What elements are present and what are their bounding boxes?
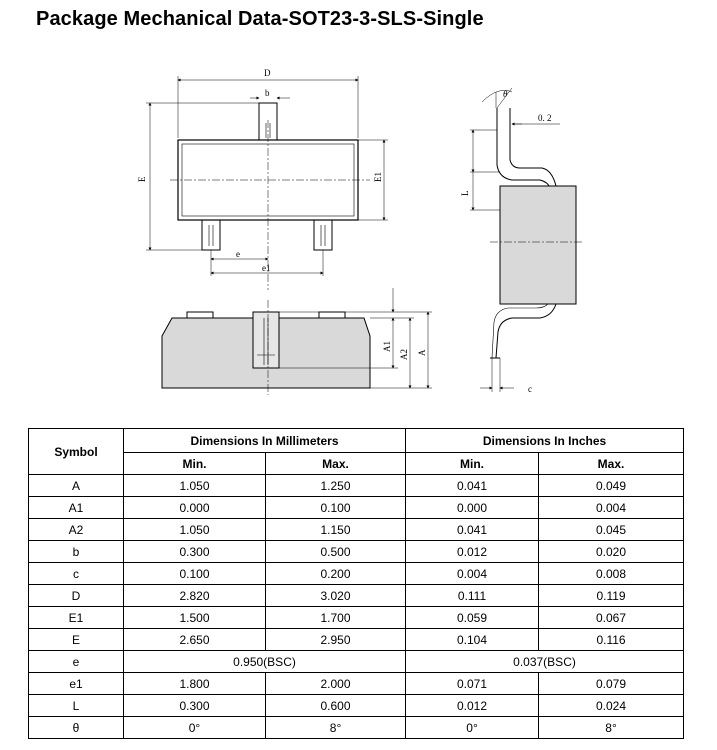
cell-in-max: 0.116 [539, 629, 684, 651]
label-theta: θ [503, 89, 508, 99]
cell-symbol: c [29, 563, 124, 585]
label-e: e [236, 249, 240, 259]
cell-symbol: e [29, 651, 124, 673]
cell-in-min: 0° [406, 717, 539, 739]
top-view [146, 76, 388, 290]
table-row [29, 717, 684, 739]
header-inch: Dimensions In Inches [406, 429, 684, 453]
dimensions-table [28, 428, 684, 739]
cell-mm-min: 0° [124, 717, 266, 739]
cell-mm-min: 1.050 [124, 475, 266, 497]
cell-in-max: 0.119 [539, 585, 684, 607]
cell-mm-max: 0.200 [266, 563, 406, 585]
cell-symbol: e1 [29, 673, 124, 695]
cell-in-max: 0.067 [539, 607, 684, 629]
table-row [29, 475, 684, 497]
table-row [29, 541, 684, 563]
cell-in-max: 0.079 [539, 673, 684, 695]
cell-mm-min: 1.800 [124, 673, 266, 695]
page-title: Package Mechanical Data-SOT23-3-SLS-Single [36, 8, 484, 30]
cell-in-span: 0.037(BSC) [406, 651, 684, 673]
cell-mm-min: 0.000 [124, 497, 266, 519]
label-c: c [528, 384, 532, 394]
label-D: D [264, 68, 271, 78]
cell-mm-max: 0.100 [266, 497, 406, 519]
cell-symbol: E1 [29, 607, 124, 629]
table-row [29, 585, 684, 607]
label-A: A [417, 349, 427, 356]
label-E1: E1 [373, 172, 383, 182]
side-lead-lower [496, 304, 556, 358]
table-row [29, 497, 684, 519]
table-row [29, 673, 684, 695]
cell-symbol: E [29, 629, 124, 651]
cell-symbol: A1 [29, 497, 124, 519]
label-e1: e1 [262, 263, 271, 273]
side-view-body [500, 186, 576, 304]
table-row [29, 651, 684, 673]
cell-in-max: 0.004 [539, 497, 684, 519]
cell-in-max: 0.049 [539, 475, 684, 497]
header-in-max: Max. [539, 453, 684, 475]
header-symbol: Symbol [29, 429, 124, 475]
cell-mm-min: 2.820 [124, 585, 266, 607]
cell-in-min: 0.104 [406, 629, 539, 651]
cell-mm-max: 0.600 [266, 695, 406, 717]
cell-mm-max: 1.150 [266, 519, 406, 541]
cell-in-min: 0.004 [406, 563, 539, 585]
label-b: b [265, 88, 270, 98]
cell-mm-min: 1.050 [124, 519, 266, 541]
cell-in-min: 0.059 [406, 607, 539, 629]
cell-in-max: 0.020 [539, 541, 684, 563]
header-in-min: Min. [406, 453, 539, 475]
cell-in-max: 0.045 [539, 519, 684, 541]
header-mm-min: Min. [124, 453, 266, 475]
cell-in-min: 0.071 [406, 673, 539, 695]
table-row [29, 629, 684, 651]
table-row [29, 563, 684, 585]
bottom-lead-right [314, 220, 332, 250]
table-row [29, 695, 684, 717]
table-row [29, 607, 684, 629]
cell-mm-max: 2.000 [266, 673, 406, 695]
cell-in-max: 0.008 [539, 563, 684, 585]
header-mm: Dimensions In Millimeters [124, 429, 406, 453]
cell-in-min: 0.012 [406, 541, 539, 563]
table-row [29, 519, 684, 541]
cell-in-max: 0.024 [539, 695, 684, 717]
cell-mm-max: 8° [266, 717, 406, 739]
side-view [470, 88, 584, 392]
label-E: E [137, 176, 147, 182]
front-lead [253, 312, 279, 368]
cell-in-min: 0.041 [406, 475, 539, 497]
cell-mm-max: 2.950 [266, 629, 406, 651]
cell-symbol: A2 [29, 519, 124, 541]
cell-symbol: θ [29, 717, 124, 739]
cell-mm-span: 0.950(BSC) [124, 651, 406, 673]
cell-mm-min: 2.650 [124, 629, 266, 651]
cell-mm-max: 3.020 [266, 585, 406, 607]
cell-in-min: 0.012 [406, 695, 539, 717]
label-L: L [460, 190, 470, 196]
header-mm-max: Max. [266, 453, 406, 475]
cell-symbol: L [29, 695, 124, 717]
cell-mm-min: 0.300 [124, 541, 266, 563]
cell-mm-min: 0.300 [124, 695, 266, 717]
label-A1: A1 [382, 341, 392, 352]
cell-in-min: 0.111 [406, 585, 539, 607]
cell-in-min: 0.000 [406, 497, 539, 519]
cell-mm-min: 0.100 [124, 563, 266, 585]
cell-in-max: 8° [539, 717, 684, 739]
label-0-2: 0. 2 [538, 113, 552, 123]
cell-mm-min: 1.500 [124, 607, 266, 629]
cell-symbol: D [29, 585, 124, 607]
cell-mm-max: 0.500 [266, 541, 406, 563]
bottom-lead-left [202, 220, 220, 250]
cell-symbol: b [29, 541, 124, 563]
cell-symbol: A [29, 475, 124, 497]
cell-in-min: 0.041 [406, 519, 539, 541]
label-A2: A2 [399, 349, 409, 360]
cell-mm-max: 1.250 [266, 475, 406, 497]
cell-mm-max: 1.700 [266, 607, 406, 629]
